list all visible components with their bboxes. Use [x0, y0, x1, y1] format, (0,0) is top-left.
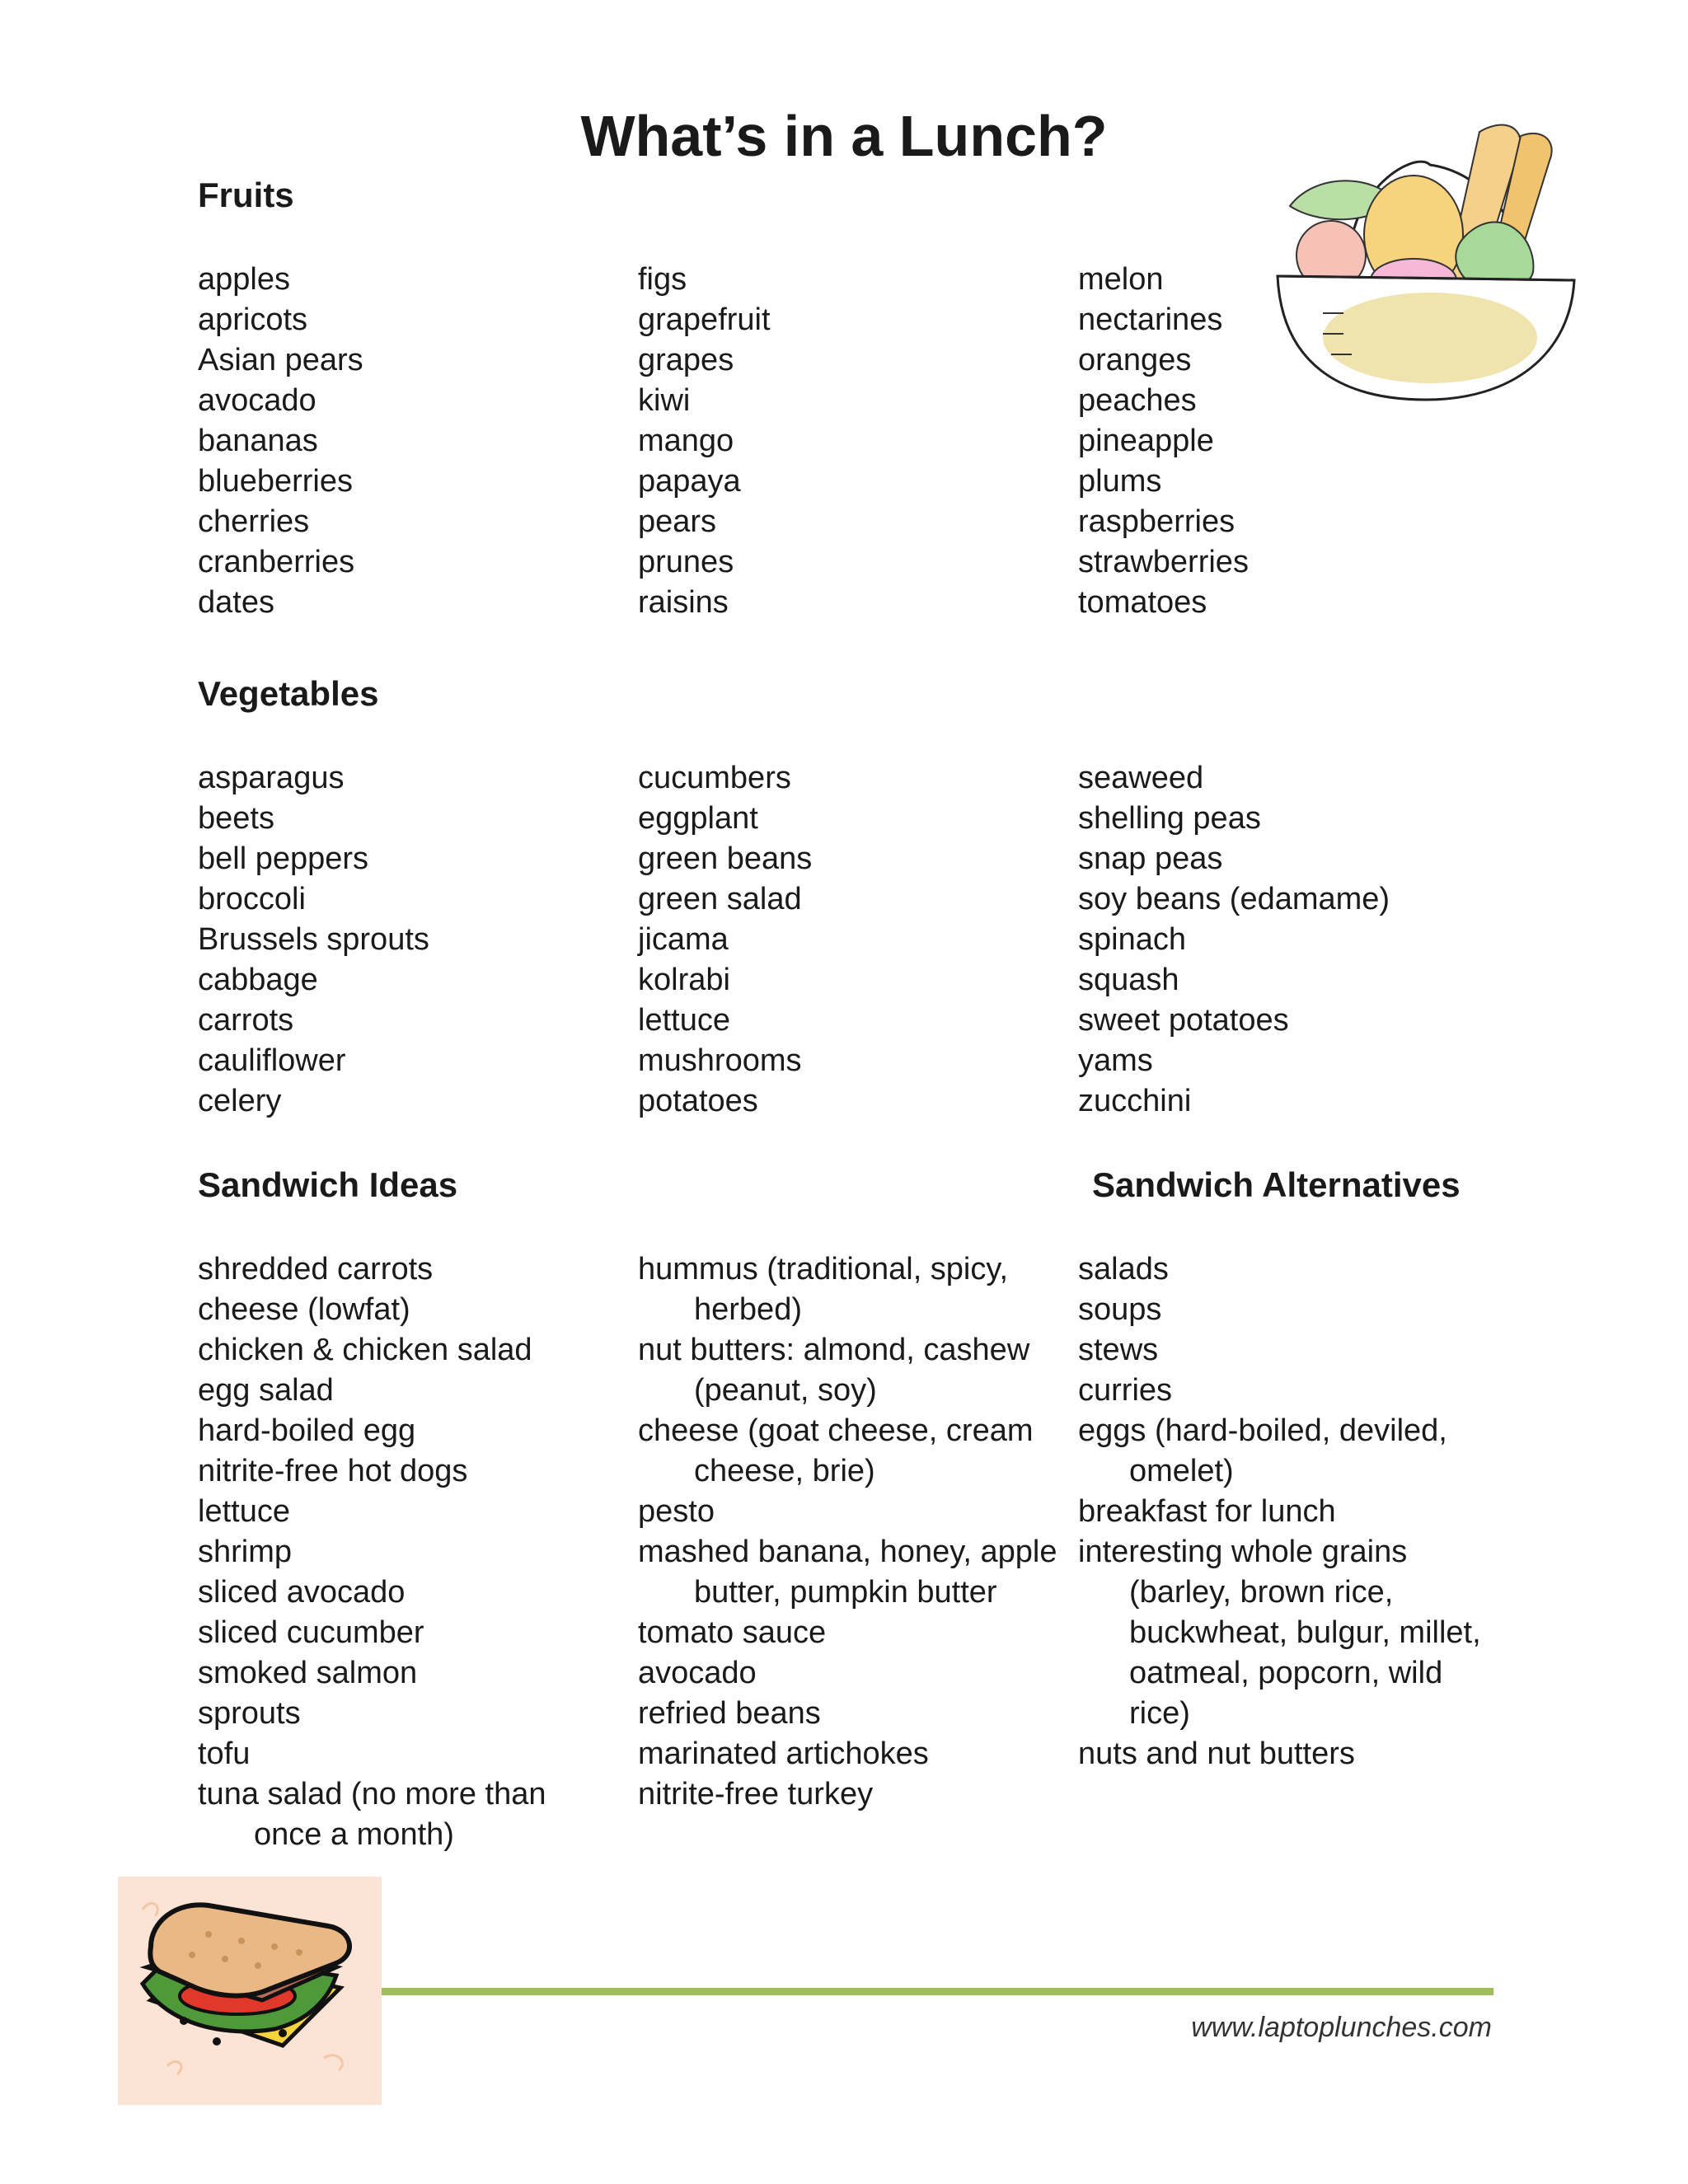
- vegetables-column-1: [198, 758, 593, 1122]
- list-item-text: nut butters: almond, cashew: [638, 1333, 1030, 1367]
- list-item-continuation: omelet): [1129, 1454, 1234, 1488]
- list-item-text: salads: [1078, 1252, 1169, 1286]
- list-item-text: tuna salad (no more than: [198, 1777, 546, 1811]
- list-item: [198, 1613, 618, 1653]
- list-item: apples: [198, 262, 290, 297]
- list-item: raisins: [638, 585, 729, 620]
- list-item: [1078, 1371, 1507, 1411]
- list-item-text: shrimp: [198, 1535, 293, 1569]
- fruits-column-3: [1078, 260, 1474, 623]
- list-item-continuation: once a month): [254, 1817, 454, 1852]
- list-item-text: marinated artichokes: [638, 1736, 929, 1771]
- list-item-text: chicken & chicken salad: [198, 1333, 532, 1367]
- list-item-continuation: cheese, brie): [694, 1454, 875, 1488]
- list-item-text: shredded carrots: [198, 1252, 434, 1286]
- list-item: grapefruit: [638, 302, 771, 337]
- list-item-text: tomato sauce: [638, 1615, 827, 1650]
- page-title: What’s in a Lunch?: [580, 104, 1108, 168]
- sandwich-alternatives-heading: Sandwich Alternatives: [1092, 1165, 1461, 1204]
- list-item: Brussels sprouts: [198, 922, 429, 957]
- list-item: apricots: [198, 302, 308, 337]
- list-item: [638, 1774, 1067, 1815]
- list-item: [198, 1249, 618, 1290]
- list-item: mango: [638, 424, 734, 458]
- list-item: spinach: [1078, 922, 1186, 957]
- list-item: [198, 1774, 618, 1855]
- list-item: oranges: [1078, 343, 1192, 377]
- list-item: cherries: [198, 504, 310, 539]
- list-item: [638, 1532, 1067, 1613]
- list-item-text: curries: [1078, 1373, 1173, 1408]
- list-item: bananas: [198, 424, 318, 458]
- list-item-continuation: butter, pumpkin butter: [694, 1575, 997, 1610]
- vegetables-heading: Vegetables: [198, 674, 379, 713]
- vegetables-column-3: [1078, 758, 1474, 1122]
- sandwich-icon: [118, 1877, 382, 2105]
- list-item: figs: [638, 262, 687, 297]
- list-item-text: mashed banana, honey, apple: [638, 1535, 1057, 1569]
- list-item: [1078, 1249, 1507, 1290]
- list-item: green salad: [638, 882, 802, 916]
- list-item: dates: [198, 585, 274, 620]
- list-item: eggplant: [638, 801, 758, 836]
- list-item: potatoes: [638, 1084, 758, 1118]
- list-item: squash: [1078, 963, 1179, 997]
- list-item: broccoli: [198, 882, 306, 916]
- list-item-continuation: (peanut, soy): [694, 1373, 877, 1408]
- list-item-text: eggs (hard-boiled, deviled,: [1078, 1413, 1447, 1448]
- list-item-text: hard-boiled egg: [198, 1413, 416, 1448]
- list-item: melon: [1078, 262, 1164, 297]
- list-item: nectarines: [1078, 302, 1223, 337]
- list-item-text: sprouts: [198, 1696, 301, 1731]
- list-item-text: tofu: [198, 1736, 251, 1771]
- list-item: kolrabi: [638, 963, 730, 997]
- list-item: [198, 1734, 618, 1774]
- fruits-column-2: [638, 260, 1034, 623]
- list-item: peaches: [1078, 383, 1197, 418]
- vegetables-column-2: [638, 758, 1034, 1122]
- list-item-text: refried beans: [638, 1696, 821, 1731]
- list-item: [1078, 1492, 1507, 1532]
- list-item: cucumbers: [638, 761, 791, 795]
- list-item: kiwi: [638, 383, 691, 418]
- list-item-text: cheese (lowfat): [198, 1292, 410, 1327]
- list-item-text: lettuce: [198, 1494, 290, 1529]
- list-item: green beans: [638, 841, 813, 876]
- list-item-text: sliced cucumber: [198, 1615, 424, 1650]
- list-item: [638, 1492, 1067, 1532]
- list-item: [1078, 1532, 1507, 1734]
- list-item: [198, 1572, 618, 1613]
- list-item: raspberries: [1078, 504, 1236, 539]
- list-item-text: soups: [1078, 1292, 1162, 1327]
- list-item: shelling peas: [1078, 801, 1261, 836]
- list-item: [638, 1613, 1067, 1653]
- list-item: [638, 1249, 1067, 1330]
- list-item-continuation: buckwheat, bulgur, millet,: [1129, 1615, 1481, 1650]
- list-item: jicama: [638, 922, 729, 957]
- sandwich-ideas-heading: Sandwich Ideas: [198, 1165, 458, 1204]
- list-item: carrots: [198, 1003, 294, 1038]
- list-item-text: nitrite-free hot dogs: [198, 1454, 468, 1488]
- fruits-column-1: [198, 260, 593, 623]
- sandwich-ideas-column-1: [198, 1249, 618, 1855]
- list-item-continuation: rice): [1129, 1696, 1190, 1731]
- list-item: pineapple: [1078, 424, 1214, 458]
- list-item: soy beans (edamame): [1078, 882, 1390, 916]
- list-item: pears: [638, 504, 717, 539]
- list-item: [198, 1694, 618, 1734]
- list-item: yams: [1078, 1043, 1153, 1078]
- list-item: [638, 1330, 1067, 1411]
- list-item: [1078, 1290, 1507, 1330]
- list-item: grapes: [638, 343, 734, 377]
- list-item: [1078, 1330, 1507, 1371]
- list-item: cauliflower: [198, 1043, 346, 1078]
- sandwich-alternatives-list: [1078, 1249, 1507, 1774]
- list-item-text: breakfast for lunch: [1078, 1494, 1336, 1529]
- footer-url[interactable]: www.laptoplunches.com: [1191, 2012, 1492, 2043]
- list-item: avocado: [198, 383, 316, 418]
- list-item: [198, 1451, 618, 1492]
- list-item-continuation: (barley, brown rice,: [1129, 1575, 1394, 1610]
- list-item: sweet potatoes: [1078, 1003, 1289, 1038]
- list-item-text: cheese (goat cheese, cream: [638, 1413, 1034, 1448]
- list-item: seaweed: [1078, 761, 1204, 795]
- list-item: [198, 1290, 618, 1330]
- list-item: [1078, 1734, 1507, 1774]
- list-item: [638, 1653, 1067, 1694]
- list-item: [198, 1371, 618, 1411]
- list-item: [198, 1492, 618, 1532]
- list-item: snap peas: [1078, 841, 1223, 876]
- list-item: celery: [198, 1084, 282, 1118]
- list-item: [198, 1532, 618, 1572]
- list-item-text: egg salad: [198, 1373, 334, 1408]
- list-item: papaya: [638, 464, 741, 499]
- list-item: beets: [198, 801, 274, 836]
- list-item: [638, 1411, 1067, 1492]
- list-item-text: stews: [1078, 1333, 1159, 1367]
- list-item: [638, 1694, 1067, 1734]
- footer-divider: [382, 1988, 1493, 1995]
- list-item: tomatoes: [1078, 585, 1207, 620]
- list-item-text: interesting whole grains: [1078, 1535, 1408, 1569]
- list-item-text: nuts and nut butters: [1078, 1736, 1355, 1771]
- list-item: cabbage: [198, 963, 318, 997]
- list-item: blueberries: [198, 464, 353, 499]
- list-item: bell peppers: [198, 841, 369, 876]
- list-item-text: hummus (traditional, spicy,: [638, 1252, 1009, 1286]
- list-item: strawberries: [1078, 545, 1249, 579]
- list-item-continuation: herbed): [694, 1292, 802, 1327]
- list-item: plums: [1078, 464, 1162, 499]
- list-item: lettuce: [638, 1003, 730, 1038]
- list-item: [1078, 1411, 1507, 1492]
- list-item: [198, 1653, 618, 1694]
- list-item: zucchini: [1078, 1084, 1192, 1118]
- list-item-text: nitrite-free turkey: [638, 1777, 874, 1811]
- list-item: [198, 1411, 618, 1451]
- list-item-text: avocado: [638, 1656, 757, 1690]
- list-item: mushrooms: [638, 1043, 802, 1078]
- list-item: [198, 1330, 618, 1371]
- list-item-text: sliced avocado: [198, 1575, 406, 1610]
- list-item-text: smoked salmon: [198, 1656, 418, 1690]
- list-item-continuation: oatmeal, popcorn, wild: [1129, 1656, 1443, 1690]
- list-item: cranberries: [198, 545, 355, 579]
- list-item: Asian pears: [198, 343, 363, 377]
- list-item: asparagus: [198, 761, 345, 795]
- list-item: prunes: [638, 545, 734, 579]
- sandwich-ideas-column-2: [638, 1249, 1067, 1815]
- list-item-text: pesto: [638, 1494, 715, 1529]
- list-item: [638, 1734, 1067, 1774]
- fruits-heading: Fruits: [198, 176, 294, 214]
